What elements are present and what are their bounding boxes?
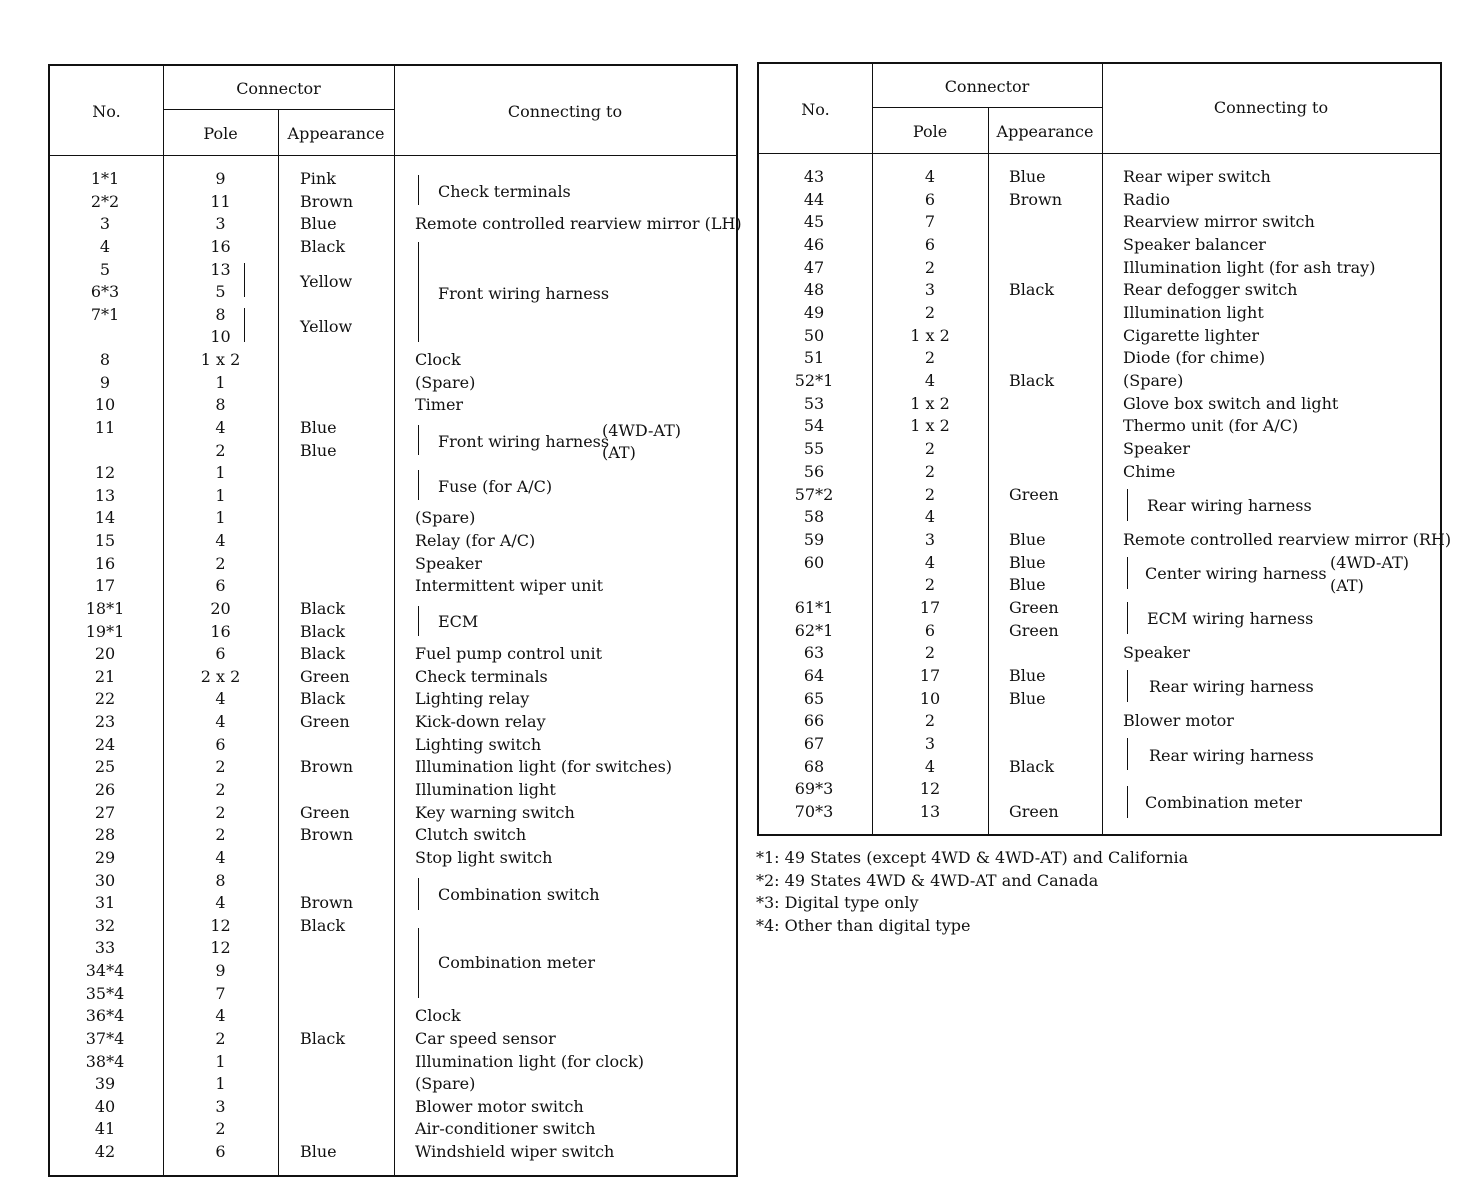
appearance-cell: Green xyxy=(300,802,350,822)
pole-cell: 4 xyxy=(924,167,936,186)
appearance-cell: Black xyxy=(1009,280,1055,300)
left-table xyxy=(48,64,742,1177)
connecting-to-cell: Lighting switch xyxy=(415,734,542,754)
pole-cell: 20 xyxy=(210,598,231,618)
header-connector: Connector xyxy=(236,79,321,98)
pole-cell: 2 x 2 xyxy=(200,666,241,686)
connecting-to-cell: Chime xyxy=(1123,461,1176,481)
connecting-to-cell: Rearview mirror switch xyxy=(1123,212,1315,232)
no-cell: 68 xyxy=(803,756,825,776)
no-cell: 5 xyxy=(99,259,111,279)
no-cell: 61*1 xyxy=(794,597,834,617)
bracket xyxy=(418,928,419,998)
connecting-to-cell: (Spare) xyxy=(415,508,476,528)
connecting-to-cell: Illumination light xyxy=(415,780,556,799)
pole-cell: 13 xyxy=(919,802,941,822)
pole-cell: 1 xyxy=(215,1051,226,1071)
pole-cell: 2 xyxy=(924,575,936,595)
no-cell: 33 xyxy=(94,938,116,958)
appearance-cell: Blue xyxy=(1009,575,1046,595)
pole-cell: 2 xyxy=(924,643,936,663)
no-cell: 48 xyxy=(803,280,825,300)
pole-cell: 6 xyxy=(924,620,936,640)
bracket xyxy=(1127,489,1128,521)
pole-cell: 9 xyxy=(215,961,226,981)
connecting-to-cell: Lighting relay xyxy=(415,689,530,709)
no-cell: 52*1 xyxy=(794,371,834,391)
bracket xyxy=(418,878,419,910)
no-cell: 44 xyxy=(803,189,825,209)
pole-cell: 1 xyxy=(215,508,226,528)
pole-cell: 12 xyxy=(210,938,231,958)
group-label: Front wiring harness xyxy=(438,284,610,303)
no-cell: 45 xyxy=(803,212,825,232)
bracket xyxy=(418,242,419,342)
appearance-cell: Blue xyxy=(300,440,337,460)
pole-cell: 16 xyxy=(210,621,231,641)
appearance-cell: Black xyxy=(1009,756,1055,776)
connecting-to-cell: Speaker xyxy=(1123,439,1191,459)
pole-cell: 2 xyxy=(924,461,936,481)
appearance-cell: Black xyxy=(300,621,346,641)
pole-cell: 9 xyxy=(215,169,226,188)
connecting-to-cell: Clock xyxy=(415,1006,461,1026)
pole-cell: 7 xyxy=(215,983,226,1003)
no-cell: 4 xyxy=(99,236,111,256)
footnote: *2: 49 States 4WD & 4WD-AT and Canada xyxy=(756,871,1099,890)
no-cell: 50 xyxy=(803,325,825,345)
no-cell: 16 xyxy=(94,553,116,573)
pole-cell: 17 xyxy=(919,665,941,685)
connecting-to-cell: (Spare) xyxy=(415,1074,476,1094)
pole-cell: 1 xyxy=(215,485,226,505)
connecting-to-cell: Remote controlled rearview mirror (RH) xyxy=(1123,529,1452,549)
appearance-cell: Black xyxy=(300,915,346,935)
pole-cell: 6 xyxy=(215,734,226,754)
no-cell: 26 xyxy=(94,780,116,799)
no-cell: 18*1 xyxy=(85,598,125,618)
no-cell: 31 xyxy=(94,893,116,913)
connecting-to-cell: Speaker xyxy=(1123,643,1191,663)
pole-cell: 2 xyxy=(215,780,226,799)
pole-cell: 2 xyxy=(924,348,936,368)
no-cell: 51 xyxy=(803,348,825,368)
connecting-to-cell: Rear defogger switch xyxy=(1123,280,1298,300)
pole-cell: 2 xyxy=(215,440,226,460)
connecting-to-cell: Blower motor switch xyxy=(415,1096,584,1116)
pole-cell: 4 xyxy=(215,417,226,437)
connecting-to-cell: Illumination light (for ash tray) xyxy=(1123,257,1376,277)
group-label: ECM xyxy=(438,612,479,631)
no-cell: 60 xyxy=(803,552,825,572)
no-cell: 14 xyxy=(94,508,116,528)
no-cell: 57*2 xyxy=(794,484,834,504)
group-label: Fuse (for A/C) xyxy=(438,477,553,496)
pole-cell: 8 xyxy=(215,304,226,324)
no-cell: 15 xyxy=(94,531,116,551)
no-cell: 28 xyxy=(94,825,116,845)
bracket xyxy=(1127,670,1128,702)
header-no: No. xyxy=(801,100,830,119)
no-cell: 20 xyxy=(94,644,116,664)
pole-cell: 10 xyxy=(210,327,231,347)
appearance-cell: Yellow xyxy=(300,272,353,291)
pole-cell: 12 xyxy=(210,915,231,935)
connecting-to-cell: (Spare) xyxy=(1123,371,1184,391)
no-cell: 11 xyxy=(94,417,116,437)
appearance-cell: Blue xyxy=(300,417,337,437)
header-pole: Pole xyxy=(912,122,948,141)
connecting-to-cell: Diode (for chime) xyxy=(1123,348,1266,368)
pole-cell: 2 xyxy=(215,802,226,822)
appearance-cell: Blue xyxy=(1009,167,1046,186)
connecting-to-cell: Windshield wiper switch xyxy=(415,1142,615,1162)
pole-cell: 2 xyxy=(215,1028,226,1048)
bracket xyxy=(1127,738,1128,770)
appearance-cell: Brown xyxy=(1009,189,1063,209)
appearance-cell: Black xyxy=(300,644,346,664)
no-cell: 7*1 xyxy=(90,304,120,324)
pole-cell: 2 xyxy=(215,1119,226,1139)
connecting-to-cell: Air-conditioner switch xyxy=(415,1119,596,1139)
appearance-cell: Black xyxy=(300,236,346,256)
appearance-cell: Blue xyxy=(1009,665,1046,685)
group-label: Check terminals xyxy=(438,182,571,201)
bracket xyxy=(418,175,419,205)
pole-cell: 4 xyxy=(924,756,936,776)
no-cell: 12 xyxy=(94,463,116,483)
pole-cell: 1 x 2 xyxy=(910,325,950,345)
no-cell: 59 xyxy=(803,529,825,549)
appearance-cell: Blue xyxy=(1009,529,1046,549)
appearance-cell: Green xyxy=(1009,484,1059,504)
connecting-to-cell: Illumination light xyxy=(1123,303,1264,323)
group-label: ECM wiring harness xyxy=(1147,609,1314,628)
appearance-cell: Blue xyxy=(300,214,337,234)
pole-cell: 3 xyxy=(924,280,936,300)
connecting-to-cell: Speaker xyxy=(415,553,483,573)
appearance-cell: Black xyxy=(300,689,346,709)
no-cell: 49 xyxy=(803,303,825,323)
pole-cell: 11 xyxy=(210,191,231,211)
pole-cell: 3 xyxy=(215,1096,226,1116)
group-suffix: (AT) xyxy=(602,443,636,462)
no-cell: 62*1 xyxy=(794,620,834,640)
no-cell: 34*4 xyxy=(85,961,125,981)
pole-cell: 13 xyxy=(210,259,231,279)
pole-cell: 3 xyxy=(924,529,936,549)
appearance-cell: Pink xyxy=(300,169,336,188)
no-cell: 6*3 xyxy=(90,282,120,302)
no-cell: 39 xyxy=(94,1074,116,1094)
pole-cell: 6 xyxy=(215,1142,226,1162)
appearance-cell: Green xyxy=(1009,620,1059,640)
appearance-cell: Black xyxy=(300,598,346,618)
pole-cell: 4 xyxy=(215,712,226,732)
no-cell: 47 xyxy=(803,257,825,277)
no-cell: 46 xyxy=(803,235,825,255)
group-label: Front wiring harness xyxy=(438,432,610,451)
footnote: *3: Digital type only xyxy=(756,893,919,912)
appearance-cell: Brown xyxy=(300,825,354,845)
connecting-to-cell: Speaker balancer xyxy=(1123,235,1266,255)
no-cell: 53 xyxy=(803,393,825,413)
pole-cell: 1 xyxy=(215,372,226,392)
appearance-cell: Brown xyxy=(300,757,354,777)
footnote: *1: 49 States (except 4WD & 4WD-AT) and California xyxy=(756,848,1189,867)
no-cell: 23 xyxy=(94,712,116,732)
pole-cell: 3 xyxy=(215,214,226,234)
group-suffix: (AT) xyxy=(1330,576,1364,595)
no-cell: 58 xyxy=(803,507,825,527)
no-cell: 63 xyxy=(803,643,825,663)
no-cell: 67 xyxy=(803,734,825,753)
no-cell: 10 xyxy=(94,395,116,415)
bracket xyxy=(240,263,245,297)
connecting-to-cell: Car speed sensor xyxy=(415,1028,556,1048)
appearance-cell: Green xyxy=(1009,802,1059,822)
group-label: Center wiring harness xyxy=(1145,564,1327,583)
bracket xyxy=(1127,602,1128,634)
no-cell: 35*4 xyxy=(85,983,125,1003)
group-label: Combination meter xyxy=(438,953,596,972)
pole-cell: 4 xyxy=(215,531,226,551)
no-cell: 56 xyxy=(803,461,825,481)
pole-cell: 17 xyxy=(919,597,941,617)
pole-cell: 2 xyxy=(924,257,936,277)
pole-cell: 12 xyxy=(919,779,941,799)
header-connector: Connector xyxy=(944,77,1030,96)
pole-cell: 2 xyxy=(924,303,936,323)
no-cell: 17 xyxy=(94,576,116,596)
pole-cell: 6 xyxy=(924,189,936,209)
no-cell: 38*4 xyxy=(85,1051,125,1071)
connecting-to-cell: Check terminals xyxy=(415,666,548,686)
no-cell: 24 xyxy=(94,734,116,754)
header-pole: Pole xyxy=(203,124,238,143)
bracket xyxy=(1127,557,1128,589)
group-suffix: (4WD-AT) xyxy=(1330,553,1409,572)
bracket xyxy=(240,308,245,342)
connecting-to-cell: Glove box switch and light xyxy=(1123,393,1339,413)
no-cell: 69*3 xyxy=(794,779,834,799)
pole-cell: 8 xyxy=(215,870,226,890)
group-suffix: (4WD-AT) xyxy=(602,421,681,440)
pole-cell: 4 xyxy=(215,893,226,913)
connecting-to-cell: Stop light switch xyxy=(415,847,553,867)
no-cell: 55 xyxy=(803,439,825,459)
appearance-cell: Brown xyxy=(300,893,354,913)
connecting-to-cell: Cigarette lighter xyxy=(1123,325,1259,345)
pole-cell: 6 xyxy=(924,235,936,255)
no-cell: 41 xyxy=(94,1119,116,1139)
no-cell: 2*2 xyxy=(90,191,120,211)
no-cell: 36*4 xyxy=(85,1006,125,1026)
no-cell: 32 xyxy=(94,915,116,935)
connecting-to-cell: Illumination light (for switches) xyxy=(415,757,673,777)
pole-cell: 2 xyxy=(215,825,226,845)
group-label: Rear wiring harness xyxy=(1147,496,1312,515)
appearance-cell: Black xyxy=(1009,371,1055,391)
connecting-to-cell: Fuel pump control unit xyxy=(415,644,603,664)
pole-cell: 1 x 2 xyxy=(910,393,950,413)
bracket xyxy=(418,425,419,455)
connecting-to-cell: Relay (for A/C) xyxy=(415,531,536,551)
appearance-cell: Green xyxy=(1009,597,1059,617)
connecting-to-cell: Timer xyxy=(415,395,464,415)
no-cell: 70*3 xyxy=(794,802,834,822)
connecting-to-cell: Kick-down relay xyxy=(415,712,546,732)
no-cell: 3 xyxy=(99,214,111,234)
no-cell: 30 xyxy=(94,870,116,890)
connecting-to-cell: Key warning switch xyxy=(415,802,575,822)
appearance-cell: Brown xyxy=(300,191,354,211)
connecting-to-cell: Clock xyxy=(415,350,461,370)
header-no: No. xyxy=(92,102,121,121)
no-cell: 65 xyxy=(803,688,825,708)
pole-cell: 2 xyxy=(924,439,936,459)
no-cell: 9 xyxy=(99,372,111,392)
connecting-to-cell: Thermo unit (for A/C) xyxy=(1123,416,1299,436)
connecting-to-cell: Illumination light (for clock) xyxy=(415,1051,644,1071)
pole-cell: 4 xyxy=(924,371,936,391)
pole-cell: 1 x 2 xyxy=(200,350,241,370)
group-label: Rear wiring harness xyxy=(1149,746,1314,765)
pole-cell: 4 xyxy=(215,847,226,867)
right-table xyxy=(757,62,1452,836)
bracket xyxy=(418,470,419,500)
pole-cell: 4 xyxy=(215,1006,226,1026)
header-connecting-to: Connecting to xyxy=(507,102,623,121)
pole-cell: 4 xyxy=(924,552,936,572)
bracket xyxy=(1127,786,1128,818)
no-cell: 37*4 xyxy=(85,1028,125,1048)
no-cell: 66 xyxy=(803,711,825,731)
appearance-cell: Yellow xyxy=(300,317,353,336)
connecting-to-cell: Intermittent wiper unit xyxy=(415,576,604,596)
no-cell: 8 xyxy=(99,350,111,370)
no-cell: 40 xyxy=(94,1096,116,1116)
group-label: Rear wiring harness xyxy=(1149,677,1314,696)
pole-cell: 4 xyxy=(924,507,936,527)
no-cell: 25 xyxy=(94,757,116,777)
appearance-cell: Blue xyxy=(1009,688,1046,708)
pole-cell: 10 xyxy=(919,688,941,708)
pole-cell: 2 xyxy=(215,757,226,777)
connecting-to-cell: (Spare) xyxy=(415,372,476,392)
no-cell: 29 xyxy=(94,847,116,867)
no-cell: 27 xyxy=(94,802,116,822)
header-appearance: Appearance xyxy=(996,122,1094,141)
footnote: *4: Other than digital type xyxy=(756,916,971,935)
pole-cell: 2 xyxy=(924,711,936,731)
no-cell: 64 xyxy=(803,665,825,685)
pole-cell: 5 xyxy=(215,282,226,302)
no-cell: 19*1 xyxy=(85,621,125,641)
no-cell: 21 xyxy=(94,666,116,686)
connecting-to-cell: Blower motor xyxy=(1123,711,1234,731)
connecting-to-cell: Remote controlled rearview mirror (LH) xyxy=(415,214,742,234)
appearance-cell: Blue xyxy=(300,1142,337,1162)
pole-cell: 4 xyxy=(215,689,226,709)
pole-cell: 1 xyxy=(215,1074,226,1094)
appearance-cell: Black xyxy=(300,1028,346,1048)
no-cell: 22 xyxy=(94,689,116,709)
no-cell: 42 xyxy=(94,1142,116,1162)
appearance-cell: Green xyxy=(300,666,350,686)
no-cell: 13 xyxy=(94,485,116,505)
connecting-to-cell: Rear wiper switch xyxy=(1123,167,1271,186)
header-appearance: Appearance xyxy=(287,124,385,143)
connecting-to-cell: Clutch switch xyxy=(415,825,527,845)
pole-cell: 7 xyxy=(924,212,936,232)
no-cell: 54 xyxy=(803,416,825,436)
pole-cell: 6 xyxy=(215,576,226,596)
group-label: Combination meter xyxy=(1145,793,1303,812)
pole-cell: 2 xyxy=(215,553,226,573)
no-cell: 43 xyxy=(803,167,825,186)
no-cell: 1*1 xyxy=(90,169,120,188)
pole-cell: 1 x 2 xyxy=(910,416,950,436)
appearance-cell: Blue xyxy=(1009,552,1046,572)
pole-cell: 3 xyxy=(924,734,936,753)
pole-cell: 16 xyxy=(210,236,231,256)
pole-cell: 1 xyxy=(215,463,226,483)
pole-cell: 6 xyxy=(215,644,226,664)
pole-cell: 8 xyxy=(215,395,226,415)
pole-cell: 2 xyxy=(924,484,936,504)
bracket xyxy=(418,606,419,636)
group-label: Combination switch xyxy=(438,885,600,904)
appearance-cell: Green xyxy=(300,712,350,732)
connecting-to-cell: Radio xyxy=(1123,189,1170,209)
header-connecting-to: Connecting to xyxy=(1213,98,1329,117)
